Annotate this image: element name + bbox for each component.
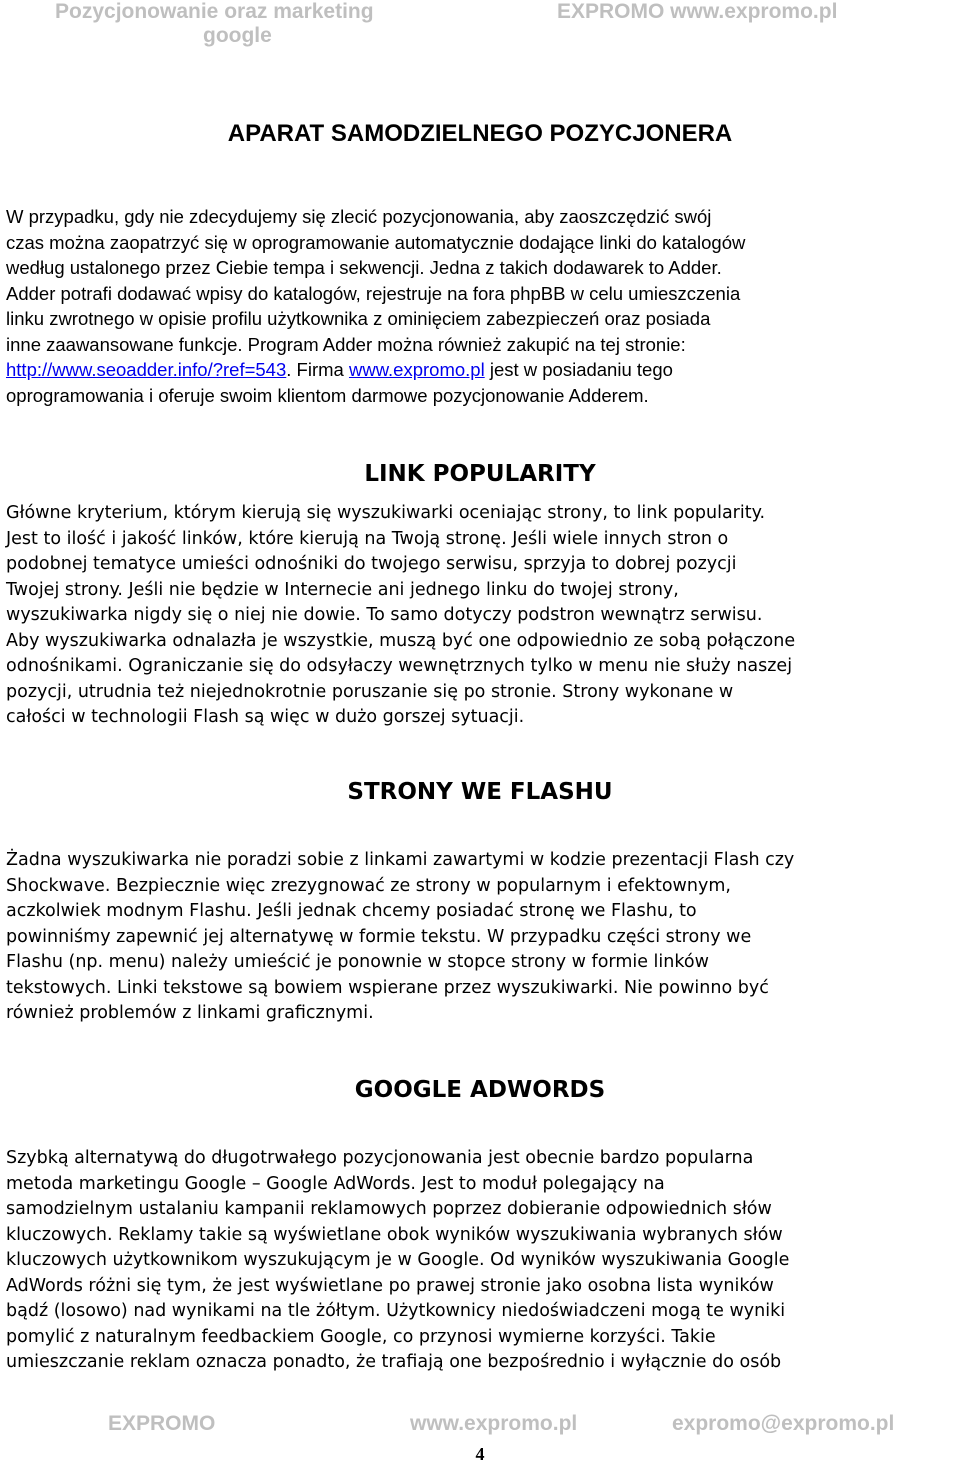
text-line: metoda marketingu Google – Google AdWords. Jest to moduł polegający na — [6, 1173, 665, 1194]
text-segment: jest w posiadaniu tego — [484, 359, 673, 380]
link-part: seoadder.info/?ref=543 — [96, 359, 287, 380]
text-line: umieszczanie reklam oznacza ponadto, że trafiają one bezpośrednio i wyłącznie do osób — [6, 1352, 782, 1372]
text-segment: inne zaawansowane funkcje. — [6, 333, 243, 355]
seoadder-link[interactable] — [6, 359, 286, 380]
text-line: wyszukiwarka nigdy się o niej nie dowie. To samo dotyczy podstron wewnątrz serwisu. — [6, 605, 763, 625]
text-line — [6, 357, 960, 383]
text-line: Jest to ilość i jakość linków, które kierują na Twoją stronę. Jeśli wiele innych stron o — [6, 528, 729, 549]
text-line: Główne kryterium, którym kierują się wyszukiwarki oceniając strony, to link popularity. — [6, 503, 766, 523]
text-line: czas można zaopatrzyć się w oprogramowanie automatycznie dodające linki do katalogów — [6, 231, 746, 253]
header-brand: EXPROMO www.expromo.pl — [557, 0, 838, 23]
text-line: również problemów z linkami graficznymi. — [6, 1003, 374, 1023]
text-line: bądź (losowo) nad wynikami na tle żółtym. Użytkownicy niedoświadczeni mogą te wyniki — [6, 1301, 786, 1321]
text-segment: Program Adder można również zakupić na tej stronie: — [242, 333, 686, 355]
text-line: pomylić z naturalnym feedbackiem Google, co przynosi wymierne korzyści. Takie — [6, 1326, 716, 1347]
text-line: kluczowych użytkownikom wyszukującym je w Google. Od wyników wyszukiwania Google — [6, 1250, 790, 1270]
heading-link-popularity: LINK POPULARITY — [364, 461, 596, 487]
text-line: powinniśmy zapewnić jej alternatywę w formie tekstu. W przypadku części strony we — [6, 926, 752, 947]
text-line: według ustalonego przez Ciebie tempa i sekwencji. Jedna z takich dodawarek to Adder. — [6, 257, 722, 278]
text-line: podobnej tematyce umieści odnośniki do twojego serwisu, sprzyja to dobrej pozycji — [6, 554, 737, 574]
text-line: Flashu (np. menu) należy umieścić je ponownie w stopce strony w formie linków — [6, 952, 709, 972]
text-line: kluczowych. Reklamy takie są wyświetlane obok wyników wyszukiwania wybranych słów — [6, 1224, 783, 1245]
header-title: Pozycjonowanie oraz marketing — [55, 0, 374, 23]
paragraph-adder — [6, 204, 960, 408]
text-line: odnośnikami. Ograniczanie się do odsyłaczy wewnętrznych tylko w menu nie służy naszej — [6, 656, 793, 676]
text-line: Szybką alternatywą do długotrwałego pozycjonowania jest obecnie bardzo popularna — [6, 1148, 754, 1168]
paragraph-link-popularity — [6, 501, 960, 731]
text-line: pozycji, utrudnia też niejednokrotnie poruszanie się po stronie. Strony wykonane w — [6, 681, 734, 702]
text-line — [6, 332, 960, 358]
link-part: http://www. — [6, 359, 97, 380]
paragraph-flash — [6, 848, 960, 1027]
text-line: Shockwave. Bezpiecznie więc zrezygnować ze strony w popularnym i efektownym, — [6, 875, 731, 896]
header-title-continued: google — [203, 24, 272, 47]
text-line: aczkolwiek modnym Flashu. Jeśli jednak chcemy posiadać stronę we Flashu, to — [6, 901, 697, 921]
text-line: Adder potrafi dodawać wpisy do katalogów, rejestruje na fora phpBB w celu umieszczenia — [6, 282, 741, 304]
text-line: Twojej strony. Jeśli nie będzie w Internecie ani jednego linku do twojej strony, — [6, 579, 679, 600]
text-line: linku zwrotnego w opisie profilu użytkownika z ominięciem zabezpieczeń oraz posiada — [6, 308, 711, 329]
text-line: samodzielnym ustalaniu kampanii reklamowych poprzez dobieranie odpowiednich słów — [6, 1199, 772, 1219]
heading-flash: STRONY WE FLASHU — [347, 779, 613, 805]
text-line: Żadna wyszukiwarka nie poradzi sobie z linkami zawartymi w kodzie prezentacji Flash czy — [6, 850, 795, 870]
footer-email: expromo@expromo.pl — [672, 1412, 895, 1435]
paragraph-adwords — [6, 1146, 960, 1376]
text-line: W przypadku, gdy nie zdecydujemy się zlecić pozycjonowania, aby zaoszczędzić swój — [6, 206, 712, 227]
text-line: Aby wyszukiwarka odnalazła je wszystkie, muszą być one odpowiednio ze sobą połączone — [6, 630, 796, 651]
expromo-link[interactable]: www.expromo.pl — [348, 359, 485, 380]
heading-adwords: GOOGLE ADWORDS — [354, 1077, 606, 1103]
text-line: tekstowych. Linki tekstowe są bowiem wspierane przez wyszukiwarki. Nie powinno być — [6, 977, 769, 998]
text-line: AdWords różni się tym, że jest wyświetlane po prawej stronie jako osobna lista wyników — [6, 1275, 774, 1296]
text-line: całości w technologii Flash są więc w dużo gorszej sytuacji. — [6, 707, 525, 727]
footer-website: www.expromo.pl — [410, 1412, 578, 1435]
page-title: APARAT SAMODZIELNEGO POZYCJONERA — [227, 120, 733, 147]
page-number: 4 — [475, 1444, 485, 1464]
text-segment: . Firma — [286, 359, 349, 380]
footer-brand: EXPROMO — [108, 1412, 216, 1435]
text-line: oprogramowania i oferuje swoim klientom darmowe pozycjonowanie Adderem. — [6, 384, 649, 406]
